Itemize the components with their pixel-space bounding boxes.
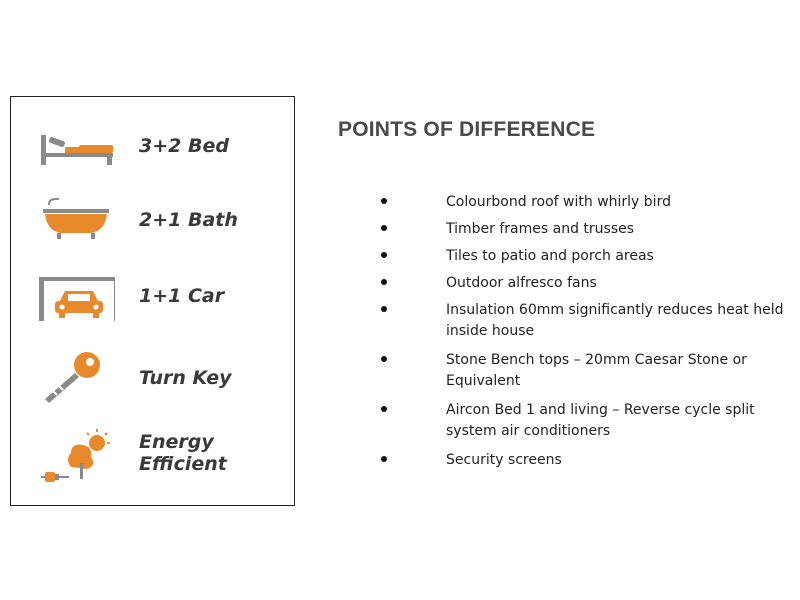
point-text: Security screens: [446, 452, 562, 468]
point-text: Insulation 60mm significantly reduces heat held inside house: [446, 302, 784, 339]
feature-energy: [11, 427, 294, 487]
list-item: [376, 219, 796, 240]
bullet-icon: [381, 456, 387, 462]
list-item: [376, 350, 796, 392]
list-item: [376, 246, 796, 267]
feature-turn-key: [11, 347, 294, 407]
point-text: Aircon Bed 1 and living – Reverse cycle split system air conditioners: [446, 402, 755, 439]
point-text: Outdoor alfresco fans: [446, 275, 597, 291]
list-item: [376, 400, 796, 442]
feature-label: 3+2 Bed: [139, 135, 229, 157]
bath-icon: [35, 191, 115, 251]
points-list: [376, 192, 796, 471]
feature-car: [11, 267, 294, 327]
bullet-icon: [381, 198, 387, 204]
bed-icon: [35, 117, 115, 177]
list-item: [376, 273, 796, 294]
feature-bed: [11, 117, 294, 177]
list-item: [376, 192, 796, 213]
bullet-icon: [381, 279, 387, 285]
list-item: [376, 300, 796, 342]
features-panel: [10, 96, 295, 506]
bullet-icon: [381, 306, 387, 312]
energy-efficient-icon: [35, 427, 115, 487]
feature-bath: [11, 191, 294, 251]
bullet-icon: [381, 225, 387, 231]
bullet-icon: [381, 406, 387, 412]
page-title: POINTS OF DIFFERENCE: [338, 118, 596, 141]
bullet-icon: [381, 356, 387, 362]
point-text: Stone Bench tops – 20mm Caesar Stone or Equivalent: [446, 352, 747, 389]
feature-label: 2+1 Bath: [139, 209, 238, 231]
feature-label: Turn Key: [139, 367, 232, 389]
list-item: [376, 450, 796, 471]
bullet-icon: [381, 252, 387, 258]
feature-label: Energy Efficient: [139, 431, 227, 475]
key-icon: [35, 347, 115, 407]
point-text: Timber frames and trusses: [446, 221, 635, 237]
point-text: Tiles to patio and porch areas: [446, 248, 654, 264]
car-garage-icon: [35, 267, 115, 327]
feature-label: 1+1 Car: [139, 285, 225, 307]
point-text: Colourbond roof with whirly bird: [446, 194, 671, 210]
